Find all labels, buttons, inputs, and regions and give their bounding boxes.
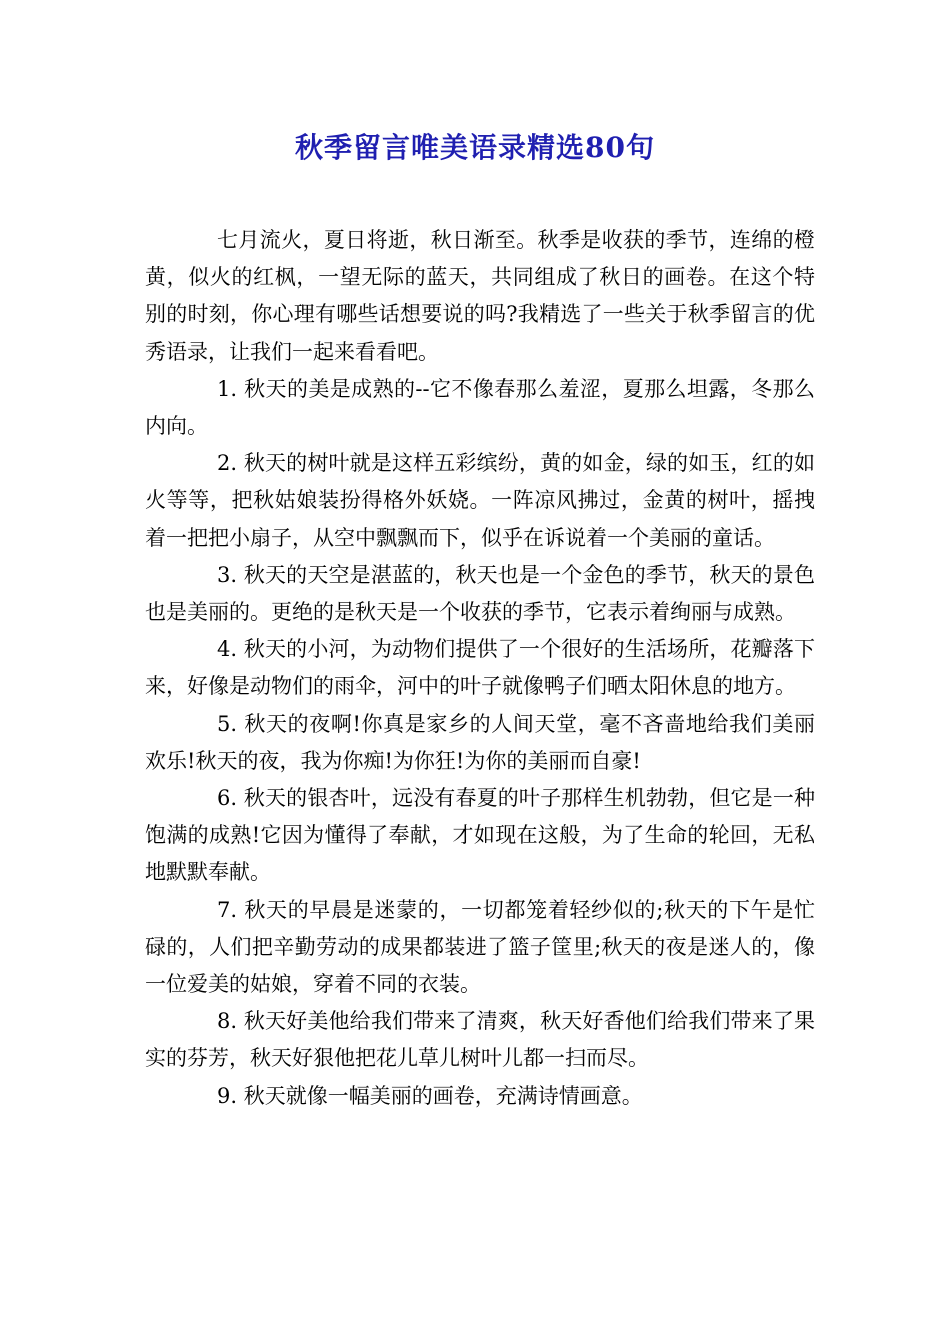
quote-paragraph: 2. 秋天的树叶就是这样五彩缤纷，黄的如金，绿的如玉，红的如火等等，把秋姑娘装扮得格外妖娆。一阵凉风拂过，金黄的树叶，摇拽着一把把小扇子，从空中飘飘而下，似乎在诉说着一个美丽的童话。: [145, 451, 815, 550]
quote-paragraph: 1. 秋天的美是成熟的--它不像春那么羞涩，夏那么坦露，冬那么内向。: [145, 376, 815, 439]
quote-paragraph: 3. 秋天的天空是湛蓝的，秋天也是一个金色的季节，秋天的景色也是美丽的。更绝的是秋天是一个收获的季节，它表示着绚丽与成熟。: [145, 562, 815, 625]
quote-paragraph: 6. 秋天的银杏叶，远没有春夏的叶子那样生机勃勃，但它是一种饱满的成熟!它因为懂得了奉献，才如现在这般，为了生命的轮回，无私地默默奉献。: [145, 786, 815, 885]
intro-paragraph: 七月流火，夏日将逝，秋日渐至。秋季是收获的季节，连绵的橙黄，似火的红枫，一望无际的蓝天，共同组成了秋日的画卷。在这个特别的时刻，你心理有哪些话想要说的吗?我精选了一些关于秋季留言的优秀语录，让我们一起来看看吧。: [145, 228, 815, 364]
document-title: 秋季留言唯美语录精选80句: [295, 131, 655, 164]
quote-paragraph: 7. 秋天的早晨是迷蒙的，一切都笼着轻纱似的;秋天的下午是忙碌的，人们把辛勤劳动的成果都装进了篮子筐里;秋天的夜是迷人的，像一位爱美的姑娘，穿着不同的衣装。: [145, 897, 815, 997]
document-body: [145, 222, 815, 1115]
quote-paragraph: 5. 秋天的夜啊!你真是家乡的人间天堂，毫不吝啬地给我们美丽欢乐!秋天的夜，我为你痴!为你狂!为你的美丽而自豪!: [145, 711, 815, 773]
quote-paragraph: 8. 秋天好美他给我们带来了清爽，秋天好香他们给我们带来了果实的芬芳，秋天好狠他把花儿草儿树叶儿都一扫而尽。: [145, 1009, 815, 1071]
quote-paragraph: 9. 秋天就像一幅美丽的画卷，充满诗情画意。: [217, 1083, 643, 1108]
quote-paragraph: 4. 秋天的小河，为动物们提供了一个很好的生活场所，花瓣落下来，好像是动物们的雨伞，河中的叶子就像鸭子们晒太阳休息的地方。: [145, 637, 815, 699]
